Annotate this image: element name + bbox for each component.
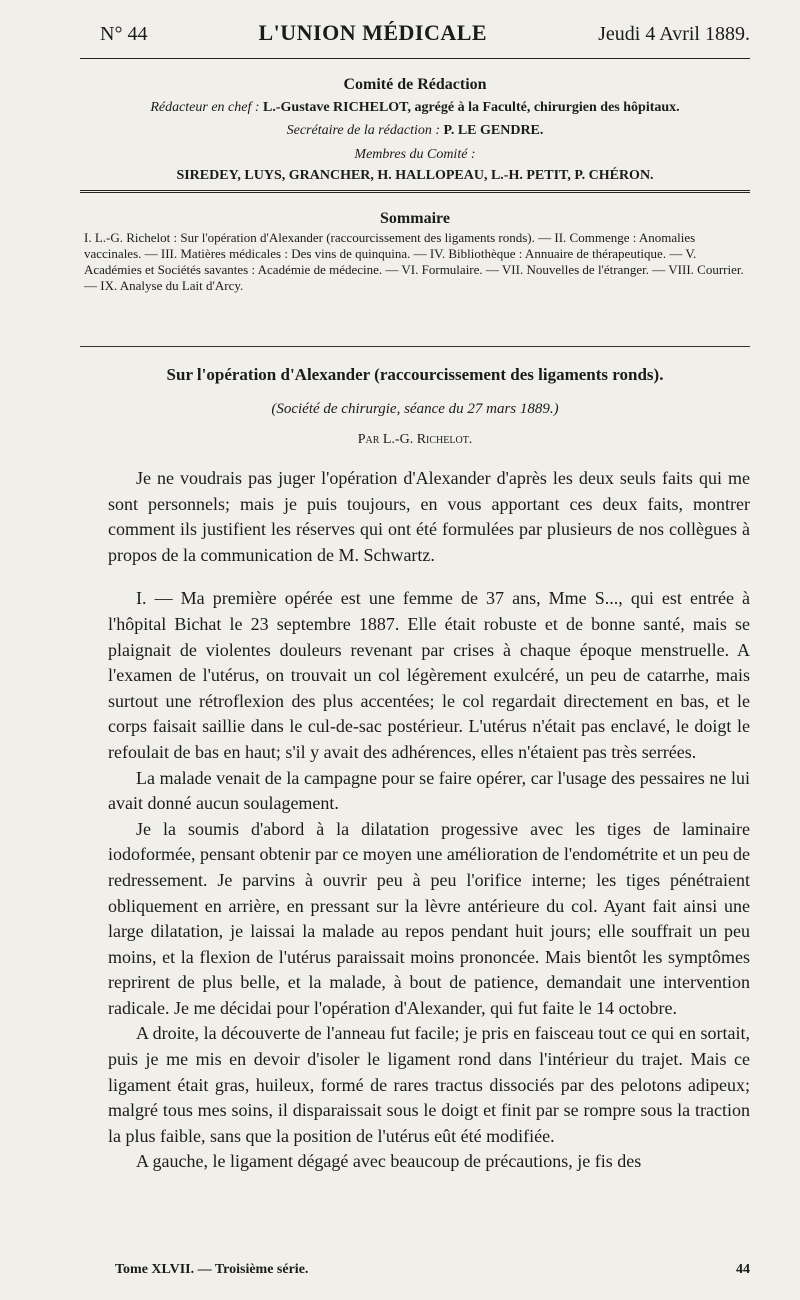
secretary-label: Secrétaire de la rédaction : bbox=[286, 123, 441, 138]
issue-number: N° 44 bbox=[100, 23, 148, 45]
paragraph: La malade venait de la campagne pour se faire opérer, car l'usage des pessaires ne lui avait donné aucun soulagement. bbox=[108, 767, 750, 814]
paragraph: A droite, la découverte de l'anneau fut facile; je pris en faisceau tout ce qui en sortait, puis je me mis en devoir d'isoler le ligament rond dans l'intérieur du trajet. Mais ce ligament était gras, huileux, formé de rares tractus dissociés par des pelotons adipeux; malgré tous mes soins, il disparaissait sous le doigt et finit par se rompre sous la traction la plus faible, sans que la position de l'utérus eût été modifiée. bbox=[108, 1023, 750, 1146]
secretary-name: P. LE GENDRE. bbox=[443, 123, 544, 138]
page-number: 44 bbox=[736, 1262, 750, 1277]
paragraph: Je ne voudrais pas juger l'opération d'Alexander d'après les deux seuls faits qui me sont personnels; mais je puis toujours, en vous apportant ces deux faits, montrer comment ils justifient les réserves qui ont été formulées par plusieurs de nos collègues à propos de la communication de M. Schwartz. bbox=[108, 468, 750, 565]
journal-title: L'UNION MÉDICALE bbox=[258, 20, 488, 45]
committee-chief bbox=[80, 100, 750, 116]
article-author: Par L.-G. Richelot. bbox=[357, 432, 473, 447]
chief-label: Rédacteur en chef : bbox=[150, 100, 260, 115]
volume-info: Tome XLVII. — Troisième série. bbox=[115, 1262, 309, 1277]
members-label: Membres du Comité : bbox=[354, 147, 476, 162]
running-header bbox=[100, 20, 750, 46]
committee-secretary bbox=[80, 123, 750, 139]
committee-rule bbox=[80, 190, 750, 193]
members-list: SIREDEY, LUYS, GRANCHER, H. HALLOPEAU, L.-H. PETIT, P. CHÉRON. bbox=[176, 168, 654, 183]
page-footer bbox=[115, 1262, 750, 1278]
issue-date: Jeudi 4 Avril 1889. bbox=[598, 23, 750, 45]
paragraph: A gauche, le ligament dégagé avec beaucoup de précautions, je fis des bbox=[136, 1151, 642, 1172]
paragraph: I. — Ma première opérée est une femme de 37 ans, Mme S..., qui est entrée à l'hôpital Bichat le 23 septembre 1887. Elle était robuste et de bonne santé, mais se plaignait de violentes douleurs revenant par crises à chaque époque menstruelle. A l'examen de l'utérus, on trouvait un col légèrement exulcéré, un peu de catarrhe, mais surtout une rétroflexion des plus accentées; le col regardait directement en bas, et le corps faisait saillie dans le cul-de-sac postérieur. L'utérus n'était pas enclavé, le doigt le refoulait de bas en haut; s'il y avait des adhérences, elles n'étaient pas très serrées. bbox=[108, 588, 750, 762]
committee-title: Comité de Rédaction bbox=[343, 76, 487, 93]
summary-rule bbox=[80, 346, 750, 347]
article-title: Sur l'opération d'Alexander (raccourcissement des ligaments ronds). bbox=[166, 365, 664, 384]
article-subtitle: (Société de chirurgie, séance du 27 mars 1889.) bbox=[271, 401, 559, 417]
summary-title: Sommaire bbox=[380, 210, 450, 227]
header-rule bbox=[80, 58, 750, 59]
paragraph: Je la soumis d'abord à la dilatation progessive avec les tiges de laminaire iodoformée, pensant obtenir par ce moyen une amélioration de l'endométrite et un peu de redressement. Je parvins à ouvrir peu à peu l'orifice interne; les tiges pénétraient obliquement en arrière, en pressant sur la lèvre antérieure du col. Ayant fait ainsi une large dilatation, je laissai la malade au repos pendant huit jours; elle souffrait un peu moins, et la flexion de l'utérus paraissait moins prononcée. Mais bientôt les symptômes reprirent de plus belle, et la malade, à bout de patience, demandait une intervention radicale. Je me décidai pour l'opération d'Alexander, qui fut faite le 14 octobre. bbox=[108, 818, 751, 1018]
summary-text: I. L.-G. Richelot : Sur l'opération d'Alexander (raccourcissement des ligaments ronds). — II. Commenge : Anomalies vaccinales. — III. Matières médicales : Des vins de quinquina. — IV. Bibliothèque : Annuaire de thérapeutique. — V. Académies et Sociétés savantes : Académie de médecine. — VI. Formulaire. — VII. Nouvelles de l'étranger. — VIII. Courrier. — IX. Analyse du Lait d'Arcy. bbox=[84, 230, 744, 293]
article-body bbox=[108, 466, 750, 1175]
chief-name: L.-Gustave RICHELOT, agrégé à la Faculté, chirurgien des hôpitaux. bbox=[263, 100, 680, 115]
